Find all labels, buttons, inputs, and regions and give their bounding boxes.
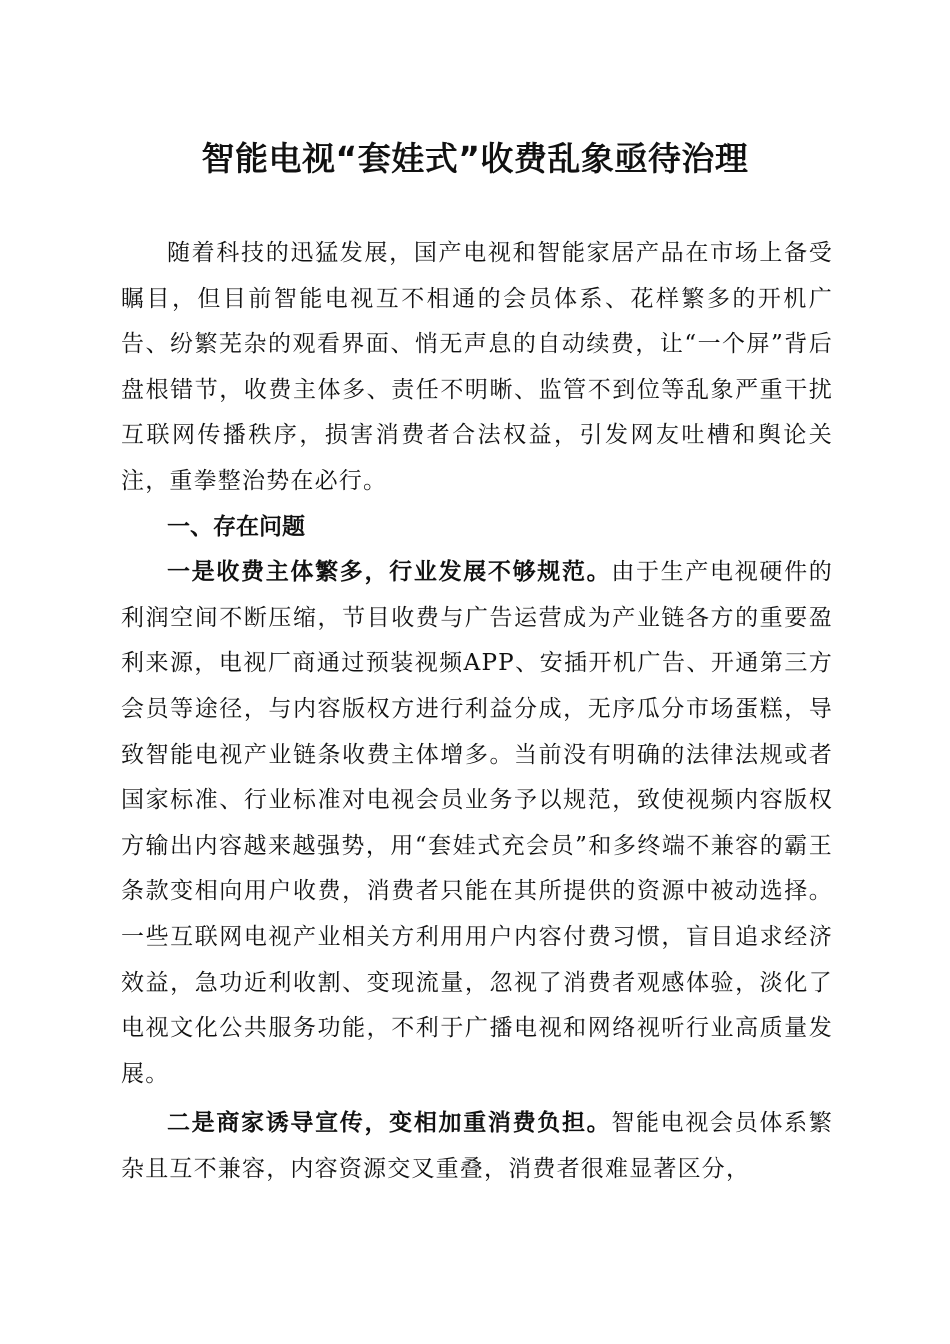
intro-paragraph: 随着科技的迅猛发展，国产电视和智能家居产品在市场上备受瞩目，但目前智能电视互不相通的会员体系、花样繁多的开机广告、纷繁芜杂的观看界面、悄无声息的自动续费，让“一个屏”背后盘根错节，收费主体多、责任不明晰、监管不到位等乱象严重干扰互联网传播秩序，损害消费者合法权益，引发网友吐槽和舆论关注，重拳整治势在必行。 <box>121 240 833 494</box>
point-two-paragraph <box>121 1101 833 1192</box>
point-one-text: 由于生产电视硬件的利润空间不断压缩，节目收费与广告运营成为产业链各方的重要盈利来源，电视厂商通过预装视频APP、安插开机广告、开通第三方会员等途径，与内容版权方进行利益分成，无序瓜分市场蛋糕，导致智能电视产业链条收费主体增多。当前没有明确的法律法规或者国家标准、行业标准对电视会员业务予以规范，致使视频内容版权方输出内容越来越强势，用“套娃式充会员”和多终端不兼容的霸王条款变相向用户收费，消费者只能在其所提供的资源中被动选择。一些互联网电视产业相关方利用用户内容付费习惯，盲目追求经济效益，急功近利收割、变现流量，忽视了消费者观感体验，淡化了电视文化公共服务功能，不利于广播电视和网络视听行业高质量发展。 <box>121 559 833 1087</box>
point-one-paragraph <box>121 550 833 1097</box>
section-heading-problems: 一、存在问题 <box>167 513 305 540</box>
point-two-text: 智能电视会员体系繁杂且互不兼容，内容资源交叉重叠，消费者很难显著区分， <box>121 1110 833 1182</box>
document-title: 智能电视“套娃式”收费乱象亟待治理 <box>201 139 749 178</box>
document-body <box>121 231 833 1192</box>
point-one-lead: 一是收费主体繁多，行业发展不够规范。 <box>167 559 612 586</box>
point-two-lead: 二是商家诱导宣传，变相加重消费负担。 <box>167 1110 612 1137</box>
